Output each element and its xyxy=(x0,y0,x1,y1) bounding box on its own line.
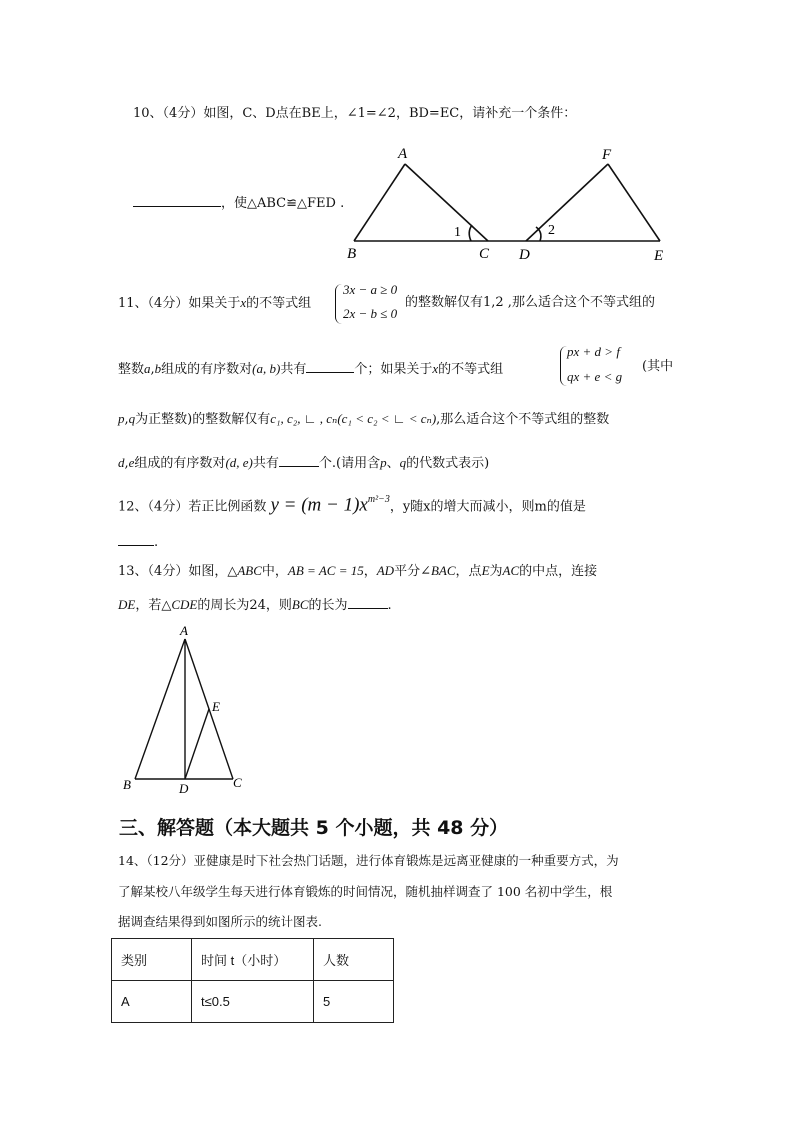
segment-ab xyxy=(354,164,405,241)
answer-blank xyxy=(133,192,221,207)
angle2-arc xyxy=(536,227,541,241)
segment-de xyxy=(185,709,209,779)
label-a: A xyxy=(398,146,408,162)
table-header-cell: 时间 t（小时） xyxy=(192,939,314,981)
section3-title: 三、解答题（本大题共 5 个小题，共 48 分） xyxy=(119,817,509,839)
q14-stats-table xyxy=(111,938,394,1023)
q11-line1-prefix: 11、（4分）如果关于x的不等式组 xyxy=(118,295,312,311)
q14-line3: 据调查结果得到如图所示的统计图表. xyxy=(118,914,322,929)
label-b: B xyxy=(123,777,131,792)
table-header-row xyxy=(112,939,394,981)
label-b: B xyxy=(347,246,357,262)
q11-line3: p,q为正整数)的整数解仅有c₁, c₂, ∟ , cₙ(c₁ < c₂ < ∟ < cₙ),那么适合这个不等式组的整数 xyxy=(118,411,610,427)
q11-ineq3: px + d > f xyxy=(567,344,620,359)
label-d: D xyxy=(519,247,530,263)
q11-line1-suffix: 的整数解仅有1,2 ,那么适合这个不等式组的 xyxy=(405,295,655,310)
table-row xyxy=(112,981,394,1023)
q11-ineq4: qx + e < g xyxy=(567,369,623,384)
segment-fe xyxy=(608,164,660,241)
answer-blank xyxy=(306,358,354,373)
q12-line1: 12、（4分）若正比例函数 $y = (m - 1)x^{m^2-3}$，y随x的增大而减小，则m的值是 xyxy=(118,494,586,516)
q12-formula: y = (m − 1)x xyxy=(270,494,368,516)
segment-ab xyxy=(135,639,185,779)
q13-line1: 13、（4分）如图，△ABC中，AB = AC = 15，AD平分∠BAC，点E为AC的中点，连接 xyxy=(118,563,598,579)
q12-exponent: m²−3 xyxy=(367,494,390,505)
q11-line2-end: (其中 xyxy=(642,359,674,374)
q14-line1: 14、（12分）亚健康是时下社会热门话题，进行体育锻炼是远离亚健康的一种重要方式，为 xyxy=(118,853,619,868)
label-e: E xyxy=(212,699,220,714)
answer-blank xyxy=(118,531,154,546)
answer-blank xyxy=(279,452,319,467)
q11-brace2 xyxy=(560,346,567,386)
q10-triangle-figure xyxy=(340,140,680,270)
q14-line2: 了解某校八年级学生每天进行体育锻炼的时间情况，随机抽样调查了 100 名初中学生，根 xyxy=(118,884,613,899)
q10-line1: 10、（4分）如图，C、D点在BE上，∠1=∠2，BD=EC，请补充一个条件： xyxy=(133,106,577,121)
segment-ac xyxy=(405,164,488,241)
label-e: E xyxy=(654,248,664,264)
table-cell: A xyxy=(112,981,192,1023)
q11-brace1 xyxy=(335,284,342,324)
table-header-cell: 人数 xyxy=(314,939,394,981)
angle1-arc xyxy=(469,225,472,241)
q13-line2: DE，若△CDE的周长为24，则BC的长为 . xyxy=(118,594,392,615)
table-header-cell: 类别 xyxy=(112,939,192,981)
q10-line2 xyxy=(133,192,344,213)
q13-triangle-figure xyxy=(115,622,255,797)
label-c: C xyxy=(479,246,490,262)
table-cell: 5 xyxy=(314,981,394,1023)
label-f: F xyxy=(602,147,612,163)
q11-ineq1: 3x − a ≥ 0 xyxy=(343,282,398,297)
q12-line2: . xyxy=(118,531,158,552)
answer-blank xyxy=(348,594,388,609)
label-c: C xyxy=(233,775,242,790)
q11-ineq2: 2x − b ≤ 0 xyxy=(343,306,398,321)
label-angle1: 1 xyxy=(454,225,461,240)
label-a: A xyxy=(180,623,188,638)
label-angle2: 2 xyxy=(548,223,555,238)
label-d: D xyxy=(179,781,189,796)
table-cell: t≤0.5 xyxy=(192,981,314,1023)
q11-line2: 整数a,b组成的有序数对(a, b)共有 个；如果关于x的不等式组 xyxy=(118,358,503,379)
q11-line4: d,e组成的有序数对(d, e)共有 个.(请用含p、q的代数式表示) xyxy=(118,452,489,473)
q10-line2-text: ，使△ABC≌△FED . xyxy=(221,196,345,211)
